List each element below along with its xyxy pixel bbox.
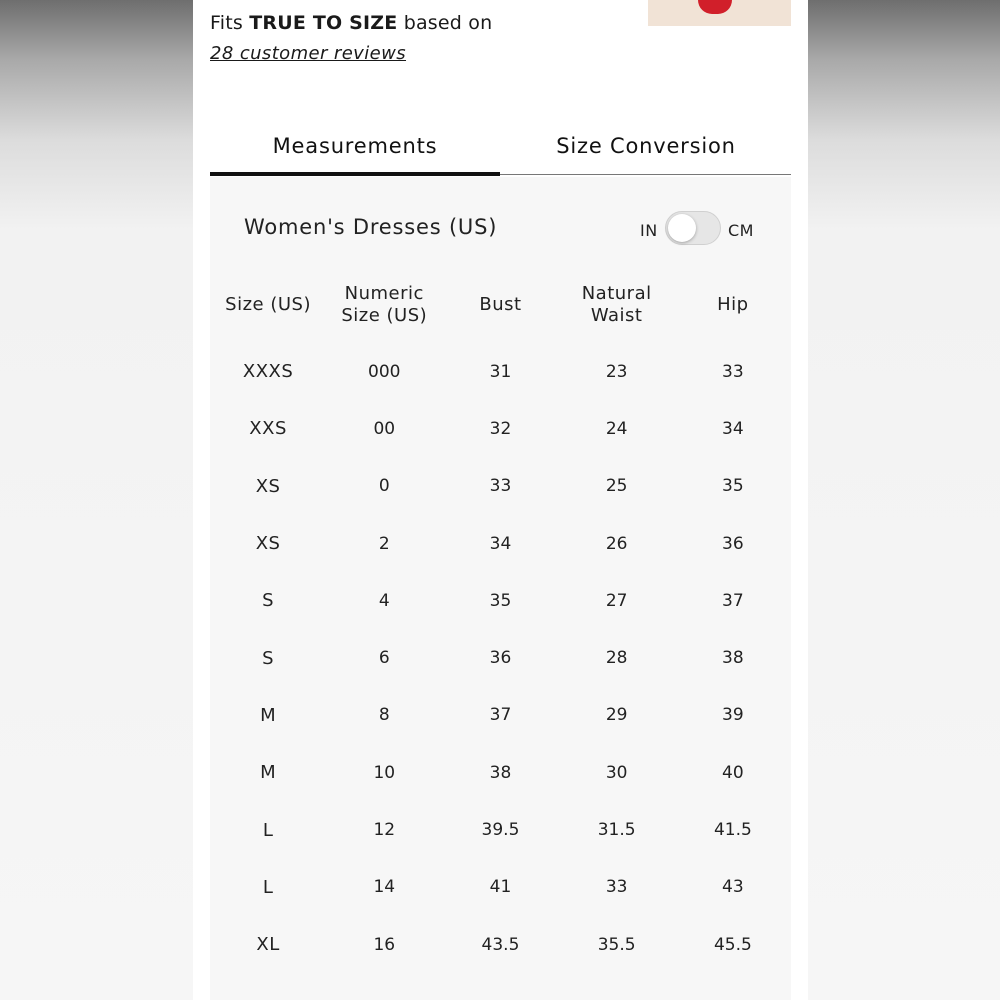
cell-natural-waist: 27 xyxy=(605,590,628,611)
table-row xyxy=(210,400,791,457)
cell-hip: 40 xyxy=(722,762,744,783)
unit-label-in: IN xyxy=(640,221,658,240)
fit-emphasis: TRUE TO SIZE xyxy=(249,12,398,34)
cell-hip: 34 xyxy=(722,418,744,439)
unit-switch[interactable] xyxy=(665,211,721,245)
size-guide-page xyxy=(193,0,808,1000)
table-row xyxy=(210,458,791,515)
tab-divider xyxy=(500,174,791,175)
red-dress-image xyxy=(698,0,732,14)
header-numeric-size: Numeric Size (US) xyxy=(341,283,428,326)
cell-natural-waist: 23 xyxy=(605,361,628,382)
cell-natural-waist: 30 xyxy=(605,762,628,783)
cell-size: XL xyxy=(256,934,280,956)
cell-natural-waist: 24 xyxy=(605,418,628,439)
cell-hip: 45.5 xyxy=(713,934,752,955)
table-header-row xyxy=(210,267,791,343)
unit-label-cm: CM xyxy=(728,221,754,240)
cell-numeric-size: 6 xyxy=(378,648,390,669)
cell-hip: 38 xyxy=(722,648,744,669)
measurements-panel xyxy=(210,177,791,1000)
cell-numeric-size: 2 xyxy=(378,533,390,554)
tab-size-conversion[interactable]: Size Conversion xyxy=(556,134,736,158)
cell-size: M xyxy=(260,704,277,726)
cell-natural-waist: 31.5 xyxy=(597,820,636,841)
cell-numeric-size: 000 xyxy=(368,361,401,382)
cell-bust: 38 xyxy=(489,762,512,783)
table-row xyxy=(210,572,791,629)
cell-numeric-size: 12 xyxy=(373,820,396,841)
cell-size: L xyxy=(262,876,274,898)
cell-natural-waist: 28 xyxy=(605,648,628,669)
cell-bust: 36 xyxy=(489,648,512,669)
size-chart-table xyxy=(210,267,791,973)
table-row xyxy=(210,515,791,572)
cell-hip: 41.5 xyxy=(713,820,752,841)
cell-bust: 43.5 xyxy=(481,934,520,955)
table-row xyxy=(210,629,791,686)
cell-natural-waist: 33 xyxy=(605,877,628,898)
cell-bust: 34 xyxy=(489,533,512,554)
table-row xyxy=(210,744,791,801)
table-body xyxy=(210,343,791,973)
cell-bust: 32 xyxy=(489,418,512,439)
cell-natural-waist: 29 xyxy=(605,705,628,726)
background-left xyxy=(0,0,193,1000)
fit-summary xyxy=(210,12,492,34)
cell-numeric-size: 0 xyxy=(378,476,390,497)
cell-numeric-size: 16 xyxy=(373,934,396,955)
table-row xyxy=(210,859,791,916)
table-row xyxy=(210,687,791,744)
cell-hip: 33 xyxy=(722,361,744,382)
size-tabs xyxy=(210,120,791,176)
header-size: Size (US) xyxy=(225,294,311,315)
fit-suffix: based on xyxy=(397,12,493,34)
header-bust: Bust xyxy=(479,294,522,315)
cell-bust: 37 xyxy=(489,705,512,726)
cell-natural-waist: 25 xyxy=(605,476,628,497)
cell-size: L xyxy=(262,819,274,841)
cell-size: M xyxy=(260,762,277,784)
cell-size: XXXS xyxy=(242,361,294,383)
cell-size: XXS xyxy=(249,418,287,440)
cell-size: XS xyxy=(255,533,281,555)
header-natural-waist: Natural Waist xyxy=(581,283,652,326)
cell-numeric-size: 14 xyxy=(373,877,396,898)
header-hip: Hip xyxy=(717,294,749,315)
cell-bust: 33 xyxy=(489,476,512,497)
chart-category-title: Women's Dresses (US) xyxy=(244,215,498,239)
cell-size: XS xyxy=(255,475,281,497)
cell-hip: 43 xyxy=(722,877,744,898)
unit-toggle xyxy=(640,211,790,245)
table-row xyxy=(210,343,791,400)
cell-bust: 35 xyxy=(489,590,512,611)
background-right xyxy=(808,0,1000,1000)
cell-hip: 39 xyxy=(722,705,744,726)
table-row xyxy=(210,916,791,973)
customer-reviews-link[interactable]: 28 customer reviews xyxy=(210,43,407,64)
product-thumbnail[interactable] xyxy=(648,0,791,26)
cell-numeric-size: 10 xyxy=(373,762,396,783)
cell-bust: 41 xyxy=(489,877,512,898)
cell-numeric-size: 4 xyxy=(378,590,390,611)
cell-bust: 31 xyxy=(489,361,512,382)
cell-natural-waist: 35.5 xyxy=(597,934,636,955)
cell-size: S xyxy=(262,647,275,669)
cell-natural-waist: 26 xyxy=(605,533,628,554)
cell-hip: 35 xyxy=(722,476,744,497)
cell-numeric-size: 8 xyxy=(378,705,390,726)
active-tab-indicator xyxy=(210,172,500,176)
fit-prefix: Fits xyxy=(210,12,250,34)
cell-size: S xyxy=(262,590,275,612)
switch-knob xyxy=(668,214,696,242)
cell-numeric-size: 00 xyxy=(373,418,396,439)
cell-bust: 39.5 xyxy=(481,820,520,841)
cell-hip: 36 xyxy=(722,533,744,554)
table-row xyxy=(210,801,791,858)
tab-measurements[interactable]: Measurements xyxy=(272,134,438,158)
cell-hip: 37 xyxy=(722,590,744,611)
